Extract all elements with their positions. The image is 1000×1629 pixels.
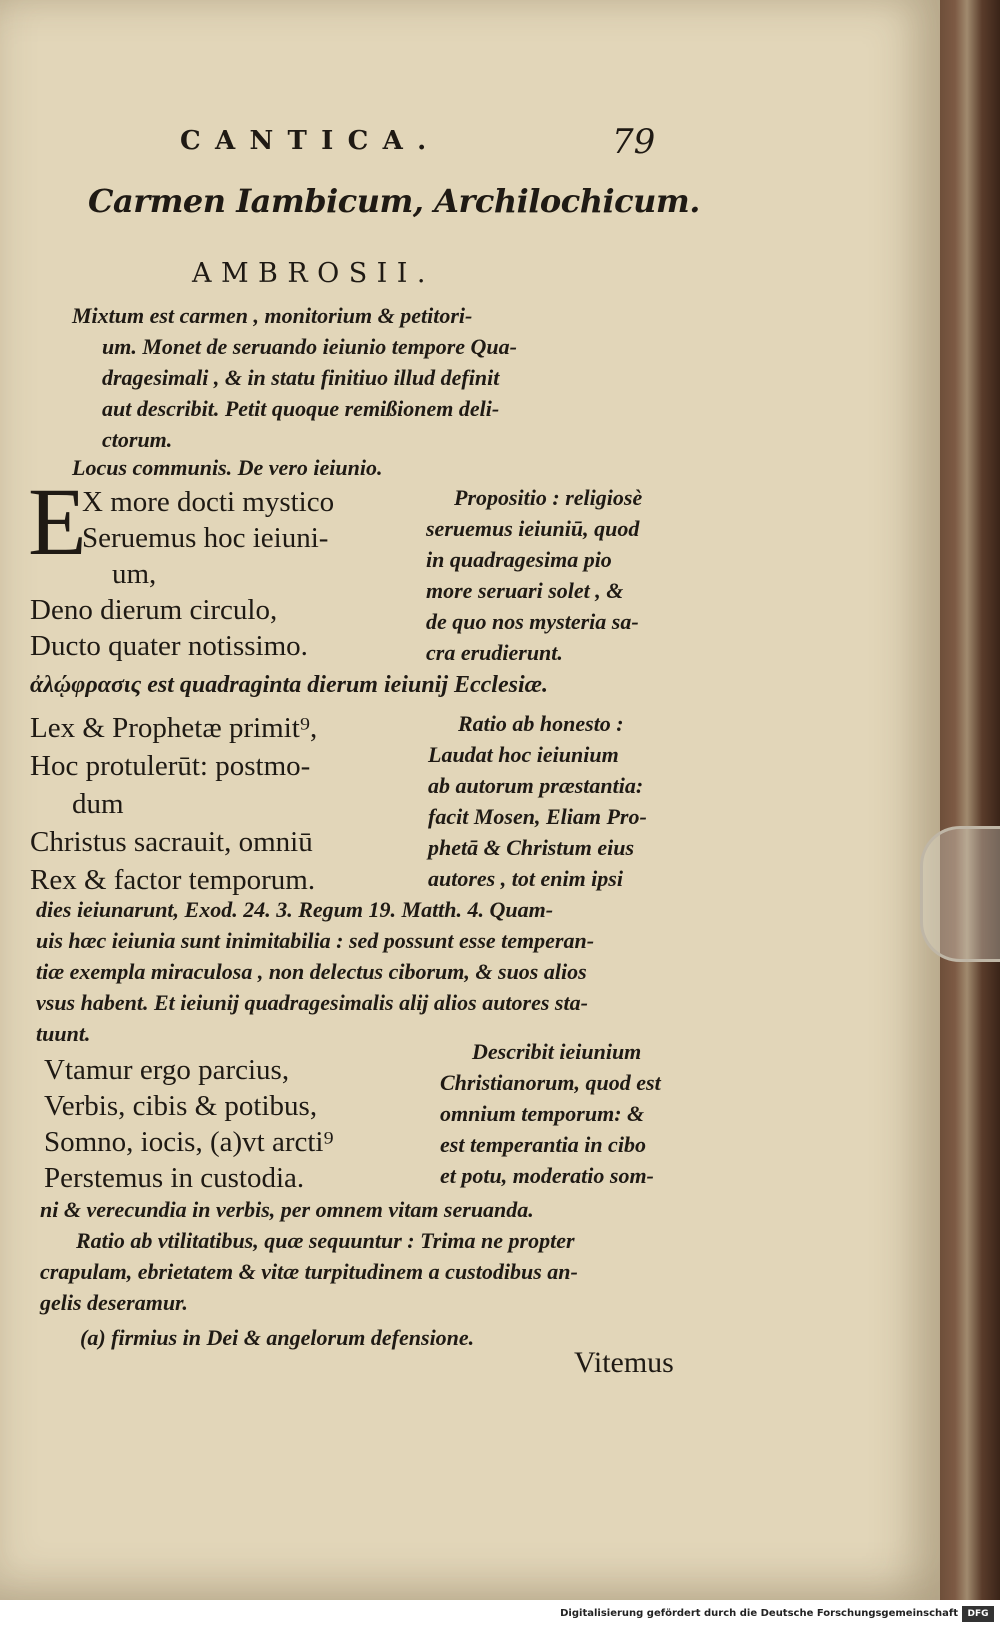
verse-line: Perstemus in custodia. [44, 1162, 305, 1194]
intro-line: ctorum. [102, 427, 173, 452]
para-line: tuunt. [36, 1021, 91, 1046]
verse-line: Vtamur ergo parcius, [44, 1054, 290, 1086]
catchword: Vitemus [574, 1346, 674, 1379]
note-line: omnium temporum: & [440, 1101, 645, 1126]
book-edge [940, 0, 1000, 1600]
note-line: more seruari solet , & [426, 578, 624, 603]
verse-line: Verbis, cibis & potibus, [44, 1090, 318, 1122]
note-line: et potu, moderatio som- [440, 1163, 654, 1188]
paragraph [40, 1194, 700, 1353]
drop-cap: E [28, 468, 87, 575]
intro-line: um. Monet de seruando ieiunio tempore Qua- [102, 334, 517, 359]
dfg-logo: DFG [962, 1606, 994, 1622]
note-line: facit Mosen, Eliam Pro- [428, 804, 647, 829]
verse-line: X more docti mystico [82, 486, 335, 518]
para-line: uis hæc ieiunia sunt inimitabilia : sed possunt esse temperan- [36, 928, 595, 953]
author: AMBROSII. [192, 258, 435, 289]
note-line: ab autorum præstantia: [428, 773, 644, 798]
greek-line: ἀλῴφρασις est quadraginta dierum ieiunij Ecclesiæ. [30, 672, 548, 698]
note-line: phetā & Christum eius [428, 835, 635, 860]
verse-line: Deno dierum circulo, [30, 594, 278, 626]
note-line: Laudat hoc ieiunium [428, 742, 619, 767]
page-number: 79 [612, 122, 656, 162]
verse-line: Hoc protulerūt: postmo- [30, 750, 311, 782]
note-line: Describit ieiunium [472, 1039, 642, 1064]
intro-paragraph [72, 300, 632, 455]
footer-credit: Digitalisierung gefördert durch die Deutsche Forschungsgemeinschaft [560, 1608, 958, 1619]
verse-line: Seruemus hoc ieiuni- [82, 522, 329, 554]
note-line: cra erudierunt. [426, 640, 563, 665]
note-line: de quo nos mysteria sa- [426, 609, 639, 634]
para-line: tiæ exempla miraculosa , non delectus ciborum, & suos alios [36, 959, 587, 984]
footnote: (a) firmius in Dei & angelorum defensione. [80, 1325, 475, 1350]
intro-line: aut describit. Petit quoque remißionem deli- [102, 396, 500, 421]
side-note [426, 482, 642, 668]
note-line: Propositio : religiosè [454, 485, 643, 510]
verse-line: Christus sacrauit, omniū [30, 826, 313, 858]
para-line: Ratio ab vtilitatibus, quæ sequuntur : Trima ne propter [76, 1228, 575, 1253]
locus-line: Locus communis. De vero ieiunio. [72, 455, 383, 480]
paragraph [36, 894, 686, 1049]
note-line: autores , tot enim ipsi [428, 866, 623, 891]
verse-line: dum [72, 788, 124, 820]
note-line: est temperantia in cibo [440, 1132, 646, 1157]
side-note [428, 708, 647, 894]
verse-line: Rex & factor temporum. [30, 864, 316, 896]
note-line: in quadragesima pio [426, 547, 612, 572]
title: Carmen Iambicum, Archilochicum. [88, 182, 700, 220]
para-line: crapulam, ebrietatem & vitæ turpitudinem a custodibus an- [40, 1259, 578, 1284]
note-line: Ratio ab honesto : [458, 711, 624, 736]
running-head: CANTICA. [180, 126, 441, 156]
intro-line: dragesimali , & in statu finitiuo illud definit [102, 365, 500, 390]
note-line: Christianorum, quod est [440, 1070, 661, 1095]
para-line: ni & verecundia in verbis, per omnem vitam seruanda. [40, 1197, 534, 1222]
verse-line: Lex & Prophetæ primit⁹, [30, 712, 318, 744]
intro-line: Mixtum est carmen , monitorium & petitori- [72, 303, 473, 328]
note-line: seruemus ieiuniū, quod [426, 516, 640, 541]
para-line: vsus habent. Et ieiunij quadragesimalis alij alios autores sta- [36, 990, 588, 1015]
page-clip [920, 826, 1000, 962]
side-note [440, 1036, 661, 1191]
verse-line: Ducto quater notissimo. [30, 630, 308, 662]
para-line: dies ieiunarunt, Exod. 24. 3. Regum 19. Matth. 4. Quam- [36, 897, 554, 922]
verse-line: Somno, iocis, (a)vt arcti⁹ [44, 1126, 334, 1158]
verse-line: um, [112, 558, 157, 590]
para-line: gelis deseramur. [40, 1290, 188, 1315]
